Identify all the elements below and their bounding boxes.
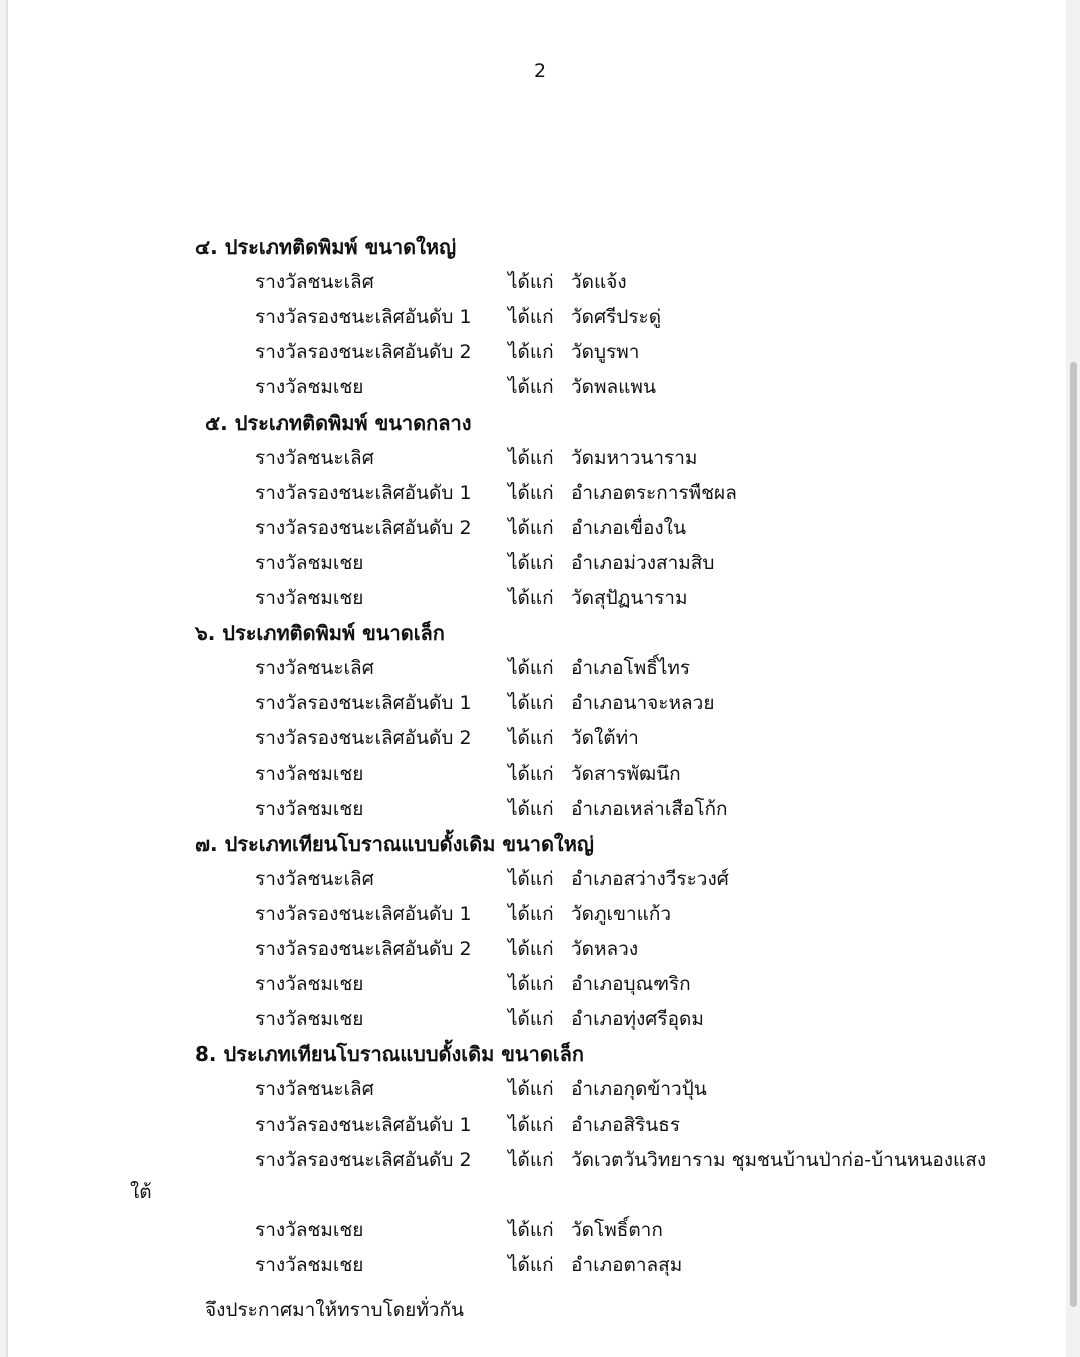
award-label: รางวัลชมเชย — [255, 762, 364, 785]
award-row — [0, 583, 1080, 613]
award-label: รางวัลชนะเลิศ — [255, 867, 374, 890]
section-heading: ๗. ประเภทเทียนโบราณแบบดั้งเดิม ขนาดใหญ่ — [195, 831, 594, 856]
wrapped-text-fragment: ใต้ — [130, 1180, 152, 1203]
award-label: รางวัลชนะเลิศ — [255, 446, 374, 469]
awarded-to-label: ได้แก่ — [508, 481, 554, 504]
awarded-to-label: ได้แก่ — [508, 341, 554, 364]
award-row — [0, 1074, 1080, 1104]
awarded-to-label: ได้แก่ — [508, 587, 554, 609]
awarded-to-label: ได้แก่ — [508, 657, 554, 680]
awarded-to-label: ได้แก่ — [508, 797, 554, 820]
award-row — [0, 934, 1080, 964]
award-row — [0, 1110, 1080, 1140]
award-row — [0, 1215, 1080, 1245]
award-row — [0, 723, 1080, 753]
award-row — [0, 302, 1080, 332]
award-label: รางวัลชมเชย — [255, 1008, 364, 1031]
award-label: รางวัลชมเชย — [255, 797, 364, 820]
winner-name: อำเภอโพธิ์ไทร — [571, 657, 691, 680]
winner-name: อำเภอนาจะหลวย — [571, 692, 715, 715]
winner-name: วัดหลวง — [571, 938, 639, 960]
winner-name: อำเภอตระการพืชผล — [571, 481, 737, 504]
award-label: รางวัลรองชนะเลิศอันดับ 2 — [255, 1148, 472, 1171]
award-label: รางวัลรองชนะเลิศอันดับ 1 — [255, 306, 472, 329]
award-row — [0, 513, 1080, 543]
winner-name: อำเภอบุณฑริก — [571, 973, 691, 996]
awarded-to-label: ได้แก่ — [508, 1078, 554, 1101]
winner-name: อำเภอตาลสุม — [571, 1253, 683, 1276]
winner-name: วัดมหาวนาราม — [571, 446, 698, 469]
award-label: รางวัลชมเชย — [255, 587, 364, 609]
awarded-to-label: ได้แก่ — [508, 973, 554, 996]
award-row — [0, 267, 1080, 297]
awarded-to-label: ได้แก่ — [508, 1253, 554, 1276]
winner-name: วัดแจ้ง — [571, 271, 627, 294]
winner-name: วัดพลแพน — [571, 376, 656, 399]
awarded-to-label: ได้แก่ — [508, 692, 554, 715]
winner-name: วัดโพธิ์ตาก — [571, 1218, 663, 1241]
award-label: รางวัลชมเชย — [255, 1253, 364, 1276]
awarded-to-label: ได้แก่ — [508, 1148, 554, 1171]
award-row — [0, 653, 1080, 683]
awarded-to-label: ได้แก่ — [508, 306, 554, 329]
award-row — [0, 337, 1080, 367]
awarded-to-label: ได้แก่ — [508, 727, 554, 750]
award-label: รางวัลชมเชย — [255, 973, 364, 996]
winner-name: วัดใต้ท่า — [571, 727, 639, 750]
winner-name: อำเภอเหล่าเสือโก้ก — [571, 797, 728, 820]
award-row — [0, 969, 1080, 999]
section-heading: ๕. ประเภทติดพิมพ์ ขนาดกลาง — [205, 410, 472, 435]
award-label: รางวัลรองชนะเลิศอันดับ 1 — [255, 481, 472, 504]
award-row — [0, 1250, 1080, 1280]
awarded-to-label: ได้แก่ — [508, 1113, 554, 1136]
award-row — [0, 688, 1080, 718]
award-row — [0, 794, 1080, 824]
winner-name: อำเภอสิรินธร — [571, 1113, 681, 1136]
award-label: รางวัลชมเชย — [255, 551, 364, 574]
winner-name: วัดบูรพา — [571, 341, 640, 364]
winner-name: อำเภอม่วงสามสิบ — [571, 551, 715, 574]
award-label: รางวัลชมเชย — [255, 376, 364, 399]
awarded-to-label: ได้แก่ — [508, 938, 554, 960]
award-row — [0, 864, 1080, 894]
winner-name: อำเภอสว่างวีระวงศ์ — [571, 867, 729, 890]
award-row — [0, 759, 1080, 789]
section-heading: 8. ประเภทเทียนโบราณแบบดั้งเดิม ขนาดเล็ก — [195, 1042, 585, 1067]
award-label: รางวัลรองชนะเลิศอันดับ 1 — [255, 902, 472, 925]
award-label: รางวัลรองชนะเลิศอันดับ 2 — [255, 341, 472, 364]
award-row — [0, 899, 1080, 929]
award-label: รางวัลชนะเลิศ — [255, 657, 374, 680]
closing-statement: จึงประกาศมาให้ทราบโดยทั่วกัน — [205, 1299, 464, 1321]
award-row — [0, 478, 1080, 508]
award-label: รางวัลรองชนะเลิศอันดับ 2 — [255, 516, 472, 539]
winner-name: วัดสารพัฒนึก — [571, 762, 681, 785]
award-label: รางวัลรองชนะเลิศอันดับ 1 — [255, 1113, 472, 1136]
awarded-to-label: ได้แก่ — [508, 867, 554, 890]
winner-name: วัดสุปัฏนาราม — [571, 587, 688, 609]
page-number: 2 — [533, 60, 547, 82]
awarded-to-label: ได้แก่ — [508, 551, 554, 574]
winner-name: อำเภอทุ่งศรีอุดม — [571, 1008, 704, 1031]
section-heading: ๔. ประเภทติดพิมพ์ ขนาดใหญ่ — [195, 235, 457, 259]
awarded-to-label: ได้แก่ — [508, 1008, 554, 1031]
award-row — [0, 1004, 1080, 1034]
award-row — [0, 548, 1080, 578]
winner-name: วัดภูเขาแก้ว — [571, 902, 672, 925]
winner-name: อำเภอเขื่องใน — [571, 516, 686, 539]
winner-name: วัดศรีประดู่ — [571, 306, 662, 329]
award-row — [0, 372, 1080, 402]
award-label: รางวัลรองชนะเลิศอันดับ 1 — [255, 692, 472, 715]
winner-name: วัดเวตวันวิทยาราม ชุมชนบ้านป่าก่อ-บ้านหนองแสง — [571, 1148, 987, 1171]
award-row — [0, 443, 1080, 473]
award-label: รางวัลชมเชย — [255, 1218, 364, 1241]
section-heading: ๖. ประเภทติดพิมพ์ ขนาดเล็ก — [195, 621, 445, 646]
awarded-to-label: ได้แก่ — [508, 446, 554, 469]
awarded-to-label: ได้แก่ — [508, 376, 554, 399]
award-row — [0, 1145, 1080, 1175]
award-label: รางวัลรองชนะเลิศอันดับ 2 — [255, 938, 472, 960]
winner-name: อำเภอกุดข้าวปุ้น — [571, 1078, 707, 1101]
awarded-to-label: ได้แก่ — [508, 1218, 554, 1241]
award-label: รางวัลรองชนะเลิศอันดับ 2 — [255, 727, 472, 750]
award-label: รางวัลชนะเลิศ — [255, 271, 374, 294]
award-label: รางวัลชนะเลิศ — [255, 1078, 374, 1101]
awarded-to-label: ได้แก่ — [508, 902, 554, 925]
awarded-to-label: ได้แก่ — [508, 271, 554, 294]
awarded-to-label: ได้แก่ — [508, 762, 554, 785]
awarded-to-label: ได้แก่ — [508, 516, 554, 539]
